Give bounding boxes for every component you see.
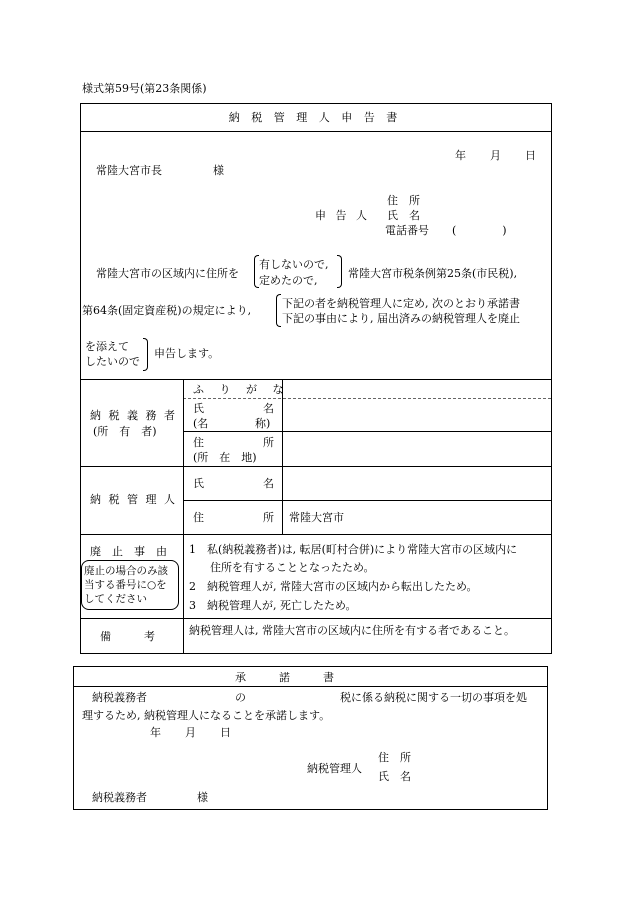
- consent-name-label: 氏 名: [378, 770, 411, 783]
- consent-taxpayer-label: 納税義務者: [92, 691, 147, 704]
- taxpayer-name-divider: [183, 431, 552, 432]
- date-month: 月: [490, 149, 501, 162]
- table-border-top: [80, 103, 552, 104]
- body-line1-prefix: 常陸大宮市の区域内に住所を: [96, 267, 239, 280]
- remarks-label: 備 考: [100, 630, 155, 643]
- body-option-c2: したいので: [85, 355, 140, 368]
- manager-label: 納 税 管 理 人: [90, 493, 177, 506]
- abolition-item-1b: 住所を有することとなったため。: [210, 561, 375, 574]
- furigana-label: ふ り が な: [193, 383, 290, 396]
- body-divider: [80, 379, 552, 380]
- taxpayer-address-sub: (所 在 地): [193, 451, 257, 464]
- form-number: 様式第59号(第23条関係): [82, 82, 207, 95]
- taxpayer-sublabel: (所 有 者): [93, 425, 157, 438]
- date-year: 年: [455, 149, 466, 162]
- abolition-note-1: 廃止の場合のみ該: [84, 565, 168, 577]
- remarks-text: 納税管理人は, 常陸大宮市の区域内に住所を有する者であること。: [189, 624, 515, 637]
- consent-date-month: 月: [185, 726, 196, 739]
- body-line3-suffix: 申告します。: [154, 347, 220, 360]
- consent-date-year: 年: [150, 726, 161, 739]
- manager-address-label: 住: [193, 511, 204, 524]
- form-title: 納 税 管 理 人 申 告 書: [228, 111, 402, 124]
- applicant-phone-parens: ( ): [452, 224, 515, 237]
- applicant-phone-label: 電話番号: [385, 224, 429, 237]
- manager-name-divider: [183, 500, 552, 501]
- consent-title-divider: [73, 686, 547, 687]
- body-option-a1: 有しないので,: [259, 258, 329, 271]
- applicant-name-label: 氏 名: [387, 209, 420, 222]
- abolition-label: 廃 止 事 由: [90, 545, 167, 558]
- consent-box: [73, 666, 548, 810]
- consent-address-label: 住 所: [378, 751, 411, 764]
- brace-c-right: [143, 338, 148, 371]
- body-option-c1: を添えて: [85, 340, 129, 353]
- taxpayer-name-sub: (名: [193, 417, 209, 430]
- consent-date-day: 日: [220, 726, 231, 739]
- abolition-item-3: 3 納税管理人が, 死亡したため。: [189, 599, 357, 612]
- consent-title: 承 諾 書: [235, 671, 334, 684]
- manager-name-label: 氏: [193, 477, 204, 490]
- abolition-note-3: してください: [84, 593, 147, 605]
- consent-manager-label: 納税管理人: [307, 762, 362, 775]
- abolition-divider: [80, 618, 552, 619]
- body-line2-prefix: 第64条(固定資産税)の規定により,: [82, 304, 252, 317]
- consent-text-2: 理するため, 納税管理人になることを承諾します。: [82, 709, 331, 722]
- label-column-divider: [183, 379, 184, 654]
- abolition-item-1a: 1 私(納税義務者)は, 転居(町村合併)により常陸大宮市の区域内に: [189, 543, 518, 556]
- addressee-honorific: 様: [213, 164, 224, 177]
- taxpayer-name-label-2: 名: [263, 402, 274, 415]
- abolition-note-2: 当する番号に○を: [84, 579, 167, 591]
- taxpayer-name-label: 氏: [193, 402, 204, 415]
- manager-address-label-2: 所: [263, 511, 274, 524]
- body-option-b2: 下記の事由により, 届出済みの納税管理人を廃止: [282, 312, 520, 325]
- applicant-label: 申 告 人: [315, 209, 370, 222]
- addressee-name: 常陸大宮市長: [96, 164, 162, 177]
- body-line1-suffix: 常陸大宮市税条例第25条(市民税),: [348, 267, 518, 280]
- manager-divider: [80, 534, 552, 535]
- consent-honorific: 様: [197, 791, 208, 804]
- taxpayer-label: 納 税 義 務 者: [90, 409, 177, 422]
- date-day: 日: [525, 149, 536, 162]
- taxpayer-address-label-2: 所: [263, 436, 274, 449]
- table-border-bottom: [80, 653, 552, 654]
- title-divider: [80, 131, 552, 132]
- sublabel-column-divider-2: [282, 466, 283, 534]
- body-option-a2: 定めたので,: [259, 274, 318, 287]
- furigana-divider: [183, 398, 551, 399]
- applicant-address-label: 住 所: [387, 194, 420, 207]
- brace-b-left: [276, 294, 281, 327]
- manager-address-value: 常陸大宮市: [289, 511, 344, 524]
- brace-a-right: [337, 255, 342, 288]
- taxpayer-divider: [80, 466, 552, 467]
- consent-text-1: 税に係る納税に関する一切の事項を処: [340, 691, 527, 704]
- abolition-item-2: 2 納税管理人が, 常陸大宮市の区域内から転出したため。: [189, 580, 478, 593]
- body-option-b1: 下記の者を納税管理人に定め, 次のとおり承諾書: [282, 297, 520, 310]
- consent-to-label: 納税義務者: [92, 791, 147, 804]
- manager-name-label-2: 名: [263, 477, 274, 490]
- taxpayer-address-label: 住: [193, 436, 204, 449]
- taxpayer-name-sub-2: 称): [255, 417, 271, 430]
- consent-no: の: [235, 691, 246, 704]
